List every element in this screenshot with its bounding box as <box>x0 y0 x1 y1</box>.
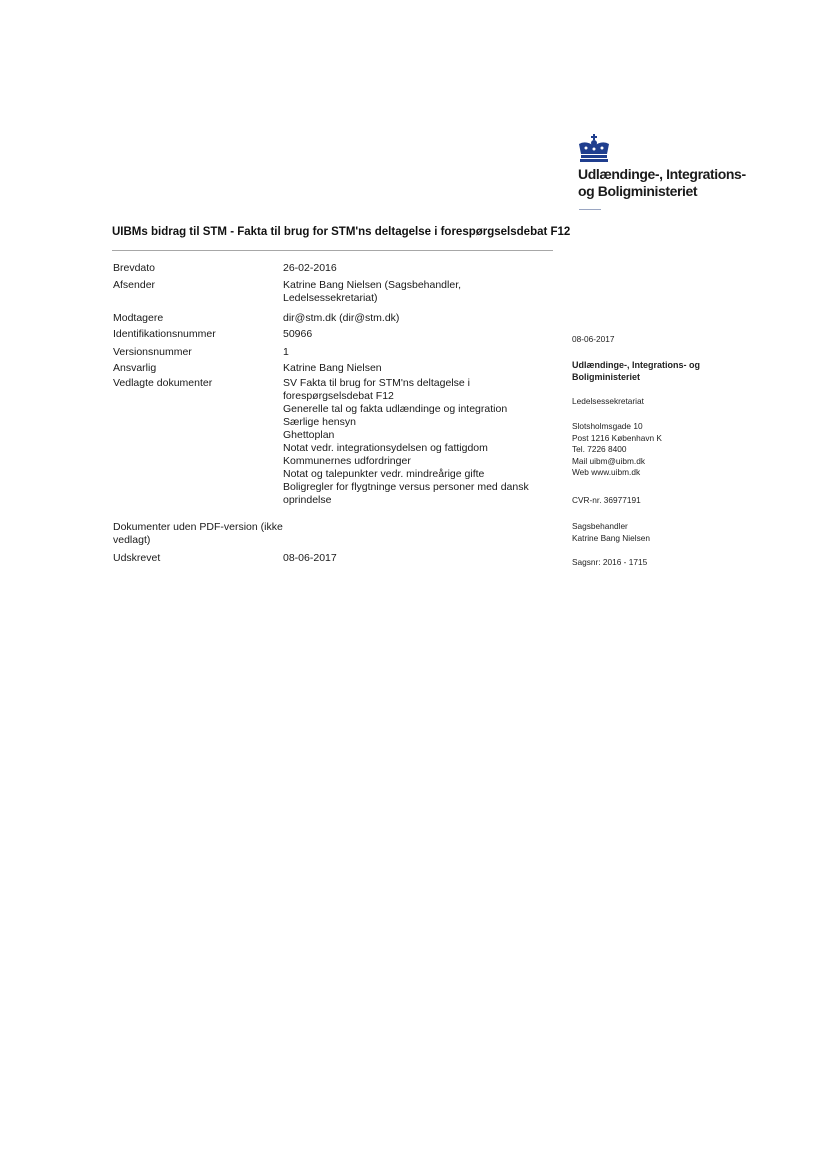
attachment-item: forespørgselsdebat F12 <box>283 390 394 402</box>
meta-value: dir@stm.dk (dir@stm.dk) <box>283 312 400 324</box>
meta-label: Versionsnummer <box>113 346 192 358</box>
meta-row-identifikationsnummer <box>113 328 553 346</box>
sidebar-date: 08-06-2017 <box>572 334 615 344</box>
ministry-name <box>578 166 778 200</box>
address-line: Post 1216 København K <box>572 432 662 443</box>
meta-label: Brevdato <box>113 262 156 274</box>
metadata-table <box>113 262 553 567</box>
meta-row-versionsnummer <box>113 346 553 362</box>
title-divider <box>112 250 553 251</box>
meta-value: 08-06-2017 <box>283 552 337 564</box>
meta-value-line: Ledelsessekretariat) <box>283 292 378 304</box>
meta-label: Ansvarlig <box>113 362 157 374</box>
sidebar-case-number: Sagsnr: 2016 - 1715 <box>572 557 648 567</box>
sidebar-address <box>572 421 662 479</box>
attachment-item: Notat og talepunkter vedr. mindreårige gifte <box>283 468 485 480</box>
meta-label-line: vedlagt) <box>113 534 151 546</box>
attachment-item: Ghettoplan <box>283 429 335 441</box>
meta-label-line: Dokumenter uden PDF-version (ikke <box>113 521 283 533</box>
meta-row-dokumenter-uden-pdf <box>113 521 553 552</box>
sidebar-ministry-line2: Boligministeriet <box>572 372 641 382</box>
meta-row-udskrevet <box>113 552 553 567</box>
attachment-list <box>283 377 553 521</box>
sidebar-office: Ledelsessekretariat <box>572 396 644 406</box>
attachment-item: Generelle tal og fakta udlændinge og integration <box>283 403 508 415</box>
attachment-item: Kommunernes udfordringer <box>283 455 411 467</box>
logo-divider <box>579 209 601 210</box>
meta-value: Katrine Bang Nielsen <box>283 362 382 374</box>
meta-label: Modtagere <box>113 312 164 324</box>
meta-row-ansvarlig <box>113 362 553 377</box>
meta-label: Afsender <box>113 279 156 291</box>
sidebar-ministry-line1: Udlændinge-, Integrations- og <box>572 360 700 370</box>
meta-value <box>283 521 553 552</box>
sidebar-case-handler <box>572 520 650 544</box>
address-line: Web www.uibm.dk <box>572 467 641 478</box>
ministry-name-line1: Udlændinge-, Integrations- <box>578 166 746 182</box>
meta-value-line: Katrine Bang Nielsen (Sagsbehandler, <box>283 279 462 291</box>
meta-label: Udskrevet <box>113 552 161 564</box>
address-line: Tel. 7226 8400 <box>572 444 627 455</box>
royal-crown-emblem-icon <box>575 134 613 162</box>
sidebar-ministry <box>572 359 700 383</box>
meta-label: Identifikationsnummer <box>113 328 216 340</box>
meta-value: 1 <box>283 346 289 358</box>
attachment-item: oprindelse <box>283 494 332 506</box>
address-line: Slotsholmsgade 10 <box>572 421 643 431</box>
meta-value: 26-02-2016 <box>283 262 337 274</box>
meta-label <box>113 521 283 552</box>
meta-label: Vedlagte dokumenter <box>113 377 213 389</box>
case-handler-label: Sagsbehandler <box>572 521 628 531</box>
document-title: UIBMs bidrag til STM - Fakta til brug for STM'ns deltagelse i forespørgselsdebat F12 <box>112 226 571 238</box>
meta-row-modtagere <box>113 312 553 328</box>
meta-value: 50966 <box>283 328 313 340</box>
meta-row-afsender <box>113 279 553 312</box>
meta-row-brevdato <box>113 262 553 279</box>
attachment-item: Notat vedr. integrationsydelsen og fattigdom <box>283 442 488 454</box>
attachment-item: Særlige hensyn <box>283 416 356 428</box>
address-line: Mail uibm@uibm.dk <box>572 455 645 466</box>
ministry-name-line2: og Boligministeriet <box>578 183 698 199</box>
meta-value <box>283 279 553 312</box>
sidebar-cvr: CVR-nr. 36977191 <box>572 495 641 505</box>
meta-row-vedlagte-dokumenter <box>113 377 553 521</box>
attachment-item: SV Fakta til brug for STM'ns deltagelse i <box>283 377 471 389</box>
case-handler-name: Katrine Bang Nielsen <box>572 533 650 543</box>
attachment-item: Boligregler for flygtninge versus personer med dansk <box>283 481 529 493</box>
